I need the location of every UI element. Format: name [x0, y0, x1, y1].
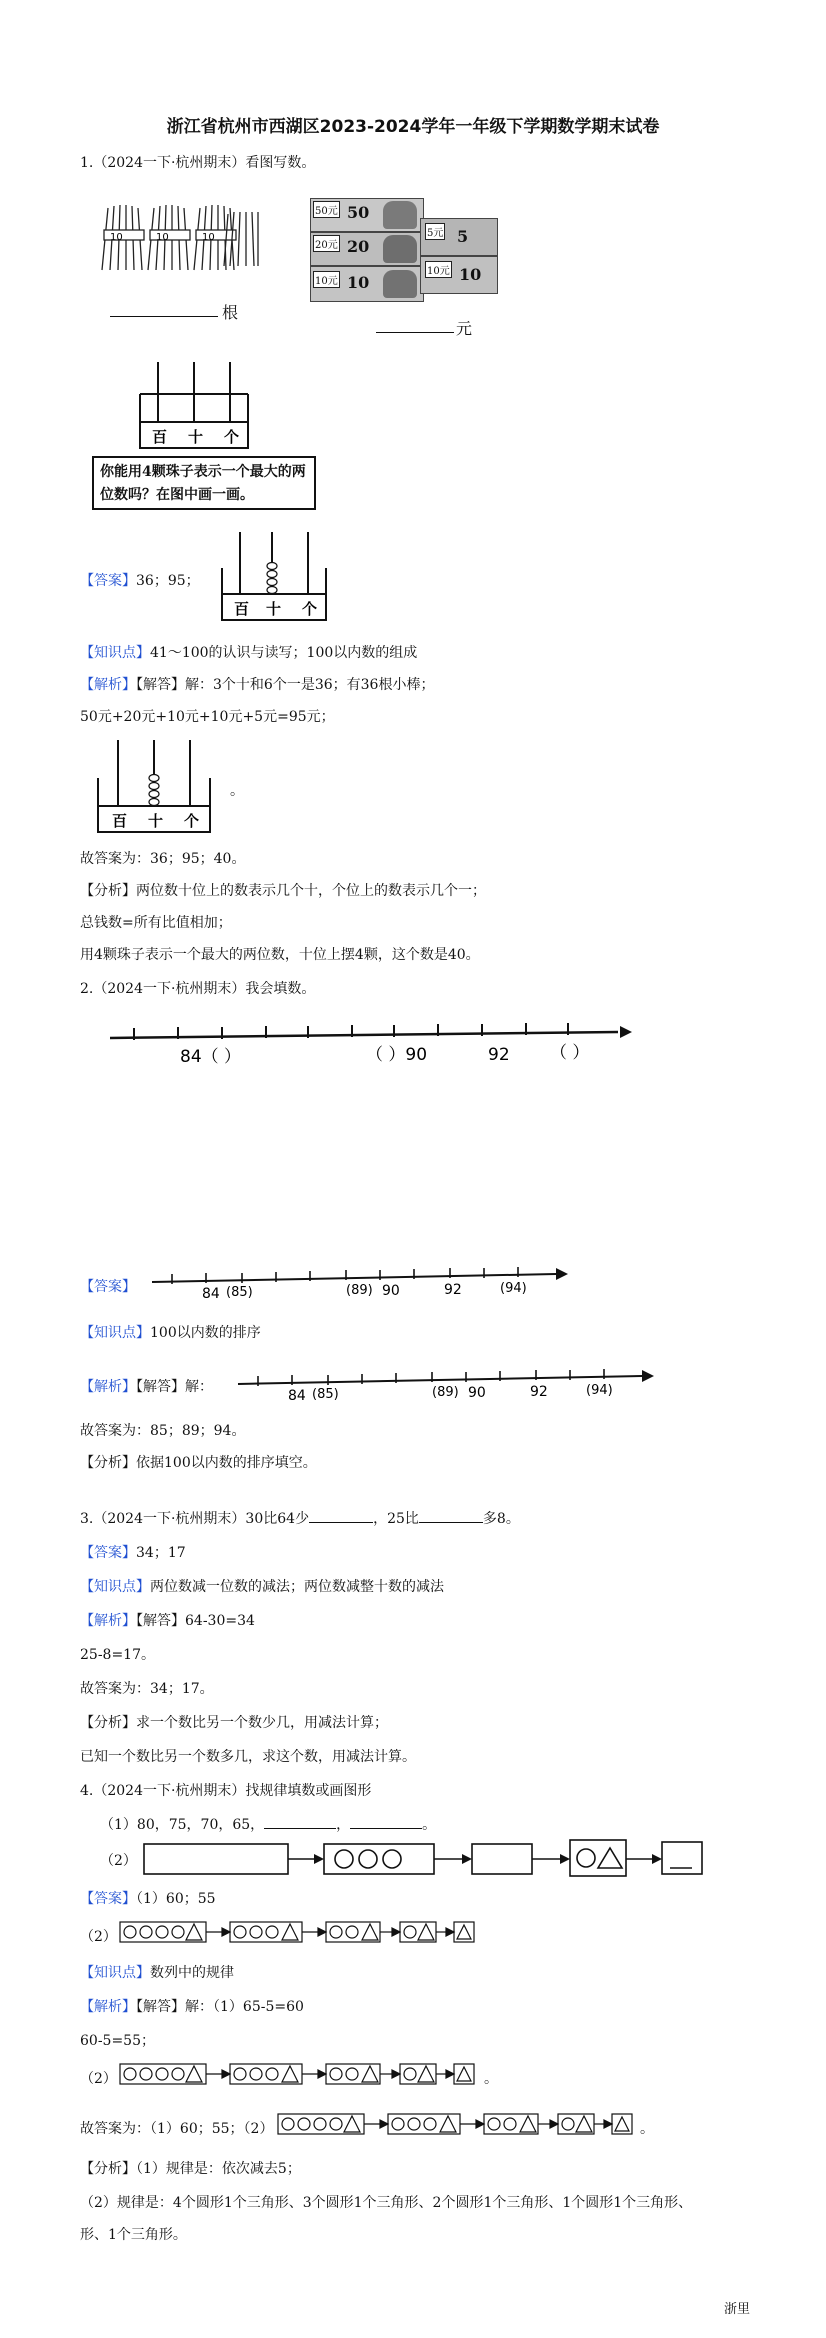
q3-analysis: 【分析】求一个数比另一个数少几，用减法计算；: [80, 1715, 388, 1731]
banknote: 10元 10: [310, 266, 424, 302]
line-label: （ ）90: [366, 1045, 428, 1065]
ans-label: 90: [382, 1283, 400, 1299]
q1-analysis-3: 用4颗珠子表示一个最大的两位数，十位上摆4颗，这个数是40。: [80, 947, 480, 963]
line-label: （ ）: [550, 1043, 590, 1063]
abacus-label-shi: 十: [148, 812, 164, 830]
footer-label: 浙里: [724, 2302, 751, 2317]
abacus-label-shi: 十: [266, 600, 282, 618]
q1-knowledge: 【知识点】41～100的认识与读写；100以内数的组成: [80, 645, 418, 661]
q4-analysis: 【分析】（1）规律是：依次减去5；: [80, 2161, 301, 2177]
abacus-empty[interactable]: [130, 360, 260, 456]
portrait-icon: [383, 201, 417, 229]
stick-bundle: [148, 205, 190, 270]
number-line-solution: [236, 1354, 656, 1406]
abacus-solution: [90, 738, 220, 838]
abacus-label-bai: 百: [152, 428, 168, 446]
portrait-icon: [383, 270, 417, 298]
bead: [267, 579, 277, 586]
q1-header: 1.（2024一下·杭州期末）看图写数。: [80, 155, 316, 171]
q2-header: 2.（2024一下·杭州期末）我会填数。: [80, 981, 316, 997]
pattern-box-empty: [662, 1842, 702, 1874]
abacus-label-ge: 个: [224, 428, 240, 446]
q4-solution-3: （2）: [80, 2071, 117, 2087]
q4-answer-2: （2）: [80, 1929, 117, 1945]
q4-part2-label: （2）: [100, 1853, 137, 1869]
q1-analysis-2: 总钱数=所有比值相加；: [80, 915, 232, 931]
pattern-box-empty: [144, 1844, 288, 1874]
q2-solution: 【解析】【解答】解：: [80, 1379, 213, 1395]
bead: [149, 775, 159, 782]
pattern-solution: [118, 2060, 478, 2090]
banknote: 20元 20: [310, 232, 424, 266]
q2-knowledge: 【知识点】100以内数的排序: [80, 1325, 261, 1341]
banknote: 10元 10: [420, 256, 498, 294]
ans-label: (94): [500, 1281, 527, 1296]
answer-blank[interactable]: [110, 300, 218, 317]
question-box: 你能用4颗珠子表示一个最大的两位数吗？在图中画一画。: [92, 456, 316, 510]
q2-final: 故答案为：85；89；94。: [80, 1423, 246, 1439]
stick-bundles-figure: [100, 200, 260, 280]
unit-yuan: 元: [456, 319, 473, 338]
stick-bundle: [194, 205, 236, 270]
bead: [149, 791, 159, 798]
q2-analysis: 【分析】依据100以内数的排序填空。: [80, 1455, 317, 1471]
bundle-label: 10: [156, 232, 169, 243]
ans-label: 84: [288, 1388, 306, 1404]
ans-label: (85): [226, 1285, 253, 1300]
q1-answer: 【答案】36；95；: [80, 573, 200, 589]
number-line-question: [108, 1006, 632, 1068]
q3-final: 故答案为：34；17。: [80, 1681, 214, 1697]
banknote: 5元 5: [420, 218, 498, 256]
portrait-icon: [383, 235, 417, 263]
ans-label: 90: [468, 1385, 486, 1401]
stick-bundle: [102, 205, 144, 270]
q4-final-end: 。: [640, 2121, 654, 2137]
q4-solution-2: 60-5=55；: [80, 2033, 155, 2049]
pattern-answer: [118, 1918, 478, 1948]
q4-header: 4.（2024一下·杭州期末）找规律填数或画图形: [80, 1783, 372, 1799]
pattern-box: [570, 1840, 626, 1876]
q3-analysis-2: 已知一个数比另一个数多几，求这个数，用减法计算。: [80, 1749, 416, 1765]
q1-solution: 【解析】【解答】解：3个十和6个一是36；有36根小棒；: [80, 677, 435, 693]
bead: [149, 799, 159, 806]
q3-solution: 【解析】【解答】64-30=34: [80, 1613, 255, 1629]
q1-final: 故答案为：36；95；40。: [80, 851, 246, 867]
bundle-label: 10: [202, 232, 215, 243]
pattern-box-empty: [472, 1844, 532, 1874]
q3-header: 3.（2024一下·杭州期末）30比64少 ，25比 多8。: [80, 1511, 520, 1527]
pattern-box: [324, 1844, 434, 1874]
abacus-label-bai: 百: [234, 600, 250, 618]
q4-answer: 【答案】（1）60；55: [80, 1891, 216, 1907]
unit-gen: 根: [222, 303, 239, 322]
q4-analysis-2: （2）规律是：4个圆形1个三角形、3个圆形1个三角形、2个圆形1个三角形、1个圆形1个三角形、: [80, 2195, 693, 2211]
q4-knowledge: 【知识点】数列中的规律: [80, 1965, 234, 1981]
abacus-answer: [214, 530, 336, 626]
banknotes-figure: [310, 196, 498, 304]
answer-blank[interactable]: [376, 316, 454, 333]
q3-knowledge: 【知识点】两位数减一位数的减法；两位数减整十数的减法: [80, 1579, 444, 1595]
bundle-label: 10: [110, 232, 123, 243]
ans-label: (89): [432, 1385, 459, 1400]
ans-label: (85): [312, 1387, 339, 1402]
number-line-answer: [150, 1252, 570, 1304]
bead: [267, 571, 277, 578]
ans-label: 92: [444, 1282, 462, 1298]
q4-solution-3-end: 。: [484, 2071, 498, 2087]
q4-part1: （1）80，75，70，65， ， 。: [100, 1817, 437, 1833]
q1-solution-line2: 50元+20元+10元+10元+5元=95元；: [80, 709, 335, 725]
q3-solution-2: 25-8=17。: [80, 1647, 155, 1663]
line-label: 92: [488, 1045, 510, 1065]
banknote: 50元 50: [310, 198, 424, 232]
q4-analysis-3: 形、1个三角形。: [80, 2227, 187, 2243]
abacus-label-ge: 个: [302, 600, 318, 618]
abacus-label-ge: 个: [184, 812, 200, 830]
line-label: 84（ ）: [180, 1047, 242, 1067]
abacus-label-bai: 百: [112, 812, 128, 830]
q1-analysis: 【分析】两位数十位上的数表示几个十，个位上的数表示几个一；: [80, 883, 486, 899]
ans-label: (89): [346, 1283, 373, 1298]
q4-solution: 【解析】【解答】解：（1）65-5=60: [80, 1999, 304, 2015]
bead: [267, 587, 277, 594]
q3-answer: 【答案】34；17: [80, 1545, 186, 1561]
pattern-final: [276, 2110, 636, 2140]
ans-label: 92: [530, 1384, 548, 1400]
q4-final: 故答案为：（1）60；55；（2）: [80, 2121, 274, 2137]
bead: [267, 563, 277, 570]
abacus-label-shi: 十: [188, 428, 204, 446]
page-title: 浙江省杭州市西湖区2023-2024学年一年级下学期数学期末试卷: [166, 117, 660, 137]
ans-label: 84: [202, 1286, 220, 1302]
ans-label: (94): [586, 1383, 613, 1398]
pattern-question: [140, 1836, 706, 1880]
q2-answer-tag: 【答案】: [80, 1279, 136, 1295]
solution-dot: 。: [230, 783, 244, 799]
bead: [149, 783, 159, 790]
